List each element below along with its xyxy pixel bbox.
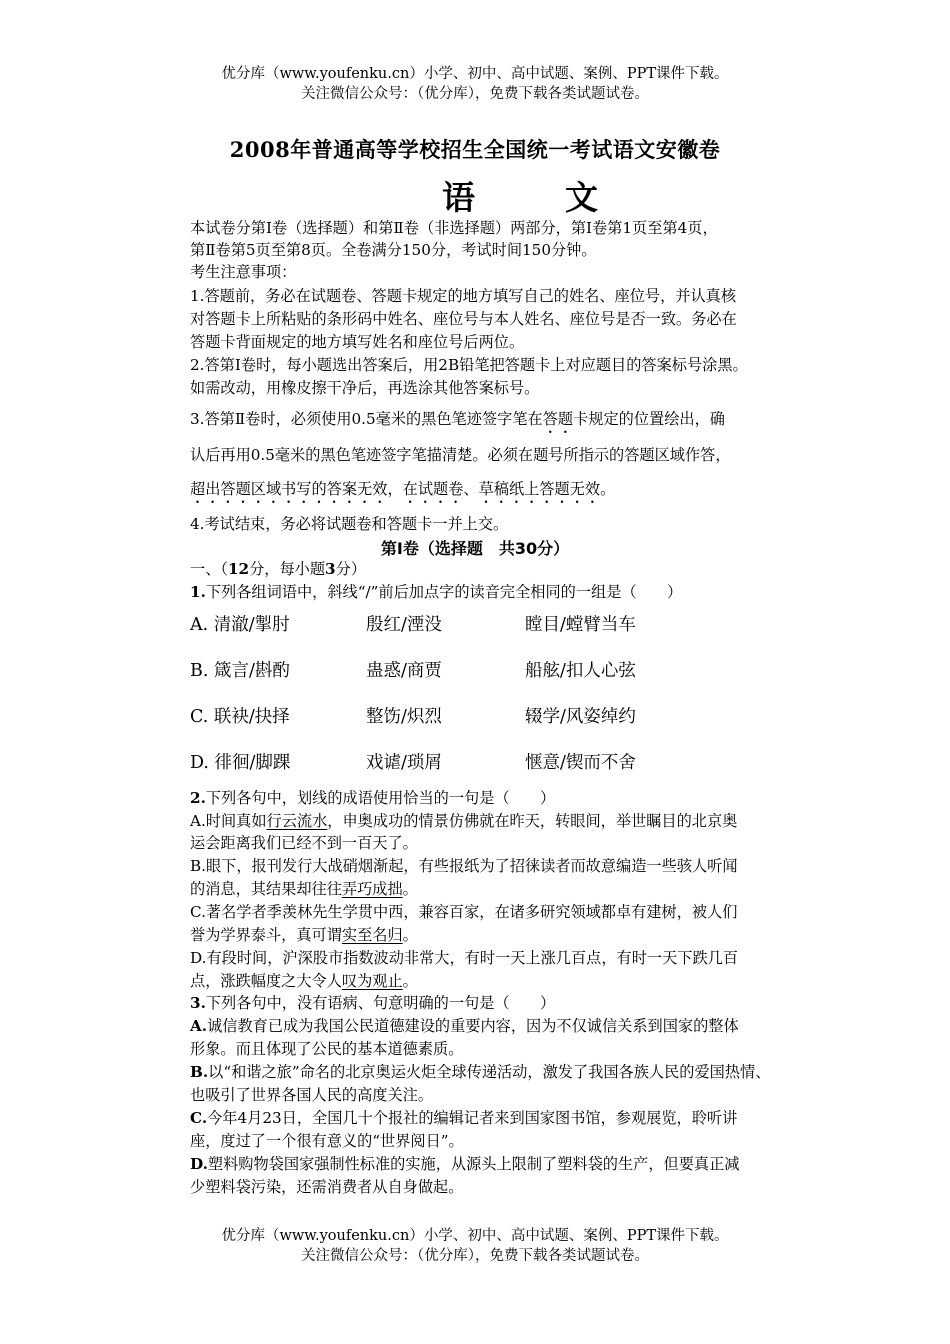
q2-b-text-post: 。 bbox=[402, 880, 418, 898]
note-3-text-post: 卡规定的位置绘出，确 bbox=[573, 410, 725, 428]
q1-option-d-group-3: 惬意/锲而不舍 bbox=[525, 753, 636, 773]
note-4: 4.考试结束，务必将试题卷和答题卡一并上交。 bbox=[190, 515, 509, 533]
q2-c-text-pre: 誉为学界泰斗，真可谓 bbox=[190, 926, 342, 944]
note-3-dotted-text: 答题 bbox=[542, 410, 574, 428]
q3-option-d-line-2: 少塑料袋污染，还需消费者从自身做起。 bbox=[190, 1178, 464, 1196]
q3-option-a-label: A. bbox=[190, 1017, 208, 1035]
q2-c-text-post: 。 bbox=[402, 926, 418, 944]
part-1-suffix: 分） bbox=[335, 560, 366, 578]
subject-heading: 语文 bbox=[442, 178, 688, 217]
q2-stem bbox=[190, 787, 555, 809]
q2-option-c-line-1: C.著名学者季羡林先生学贯中西，兼容百家，在诸多研究领域都卓有建树，被人们 bbox=[190, 903, 738, 921]
q3-option-c-label: C. bbox=[190, 1109, 208, 1127]
intro-line-3: 考生注意事项： bbox=[190, 263, 297, 281]
note-3-line-1 bbox=[190, 408, 725, 437]
q3-option-a-line-1 bbox=[190, 1015, 739, 1037]
q3-number: 3. bbox=[190, 994, 206, 1012]
q1-option-c-group-2: 整饬/炽烈 bbox=[366, 707, 442, 727]
q1-option-d-group-2: 戏谑/琐屑 bbox=[366, 753, 442, 773]
q2-a-underlined-idiom: 行云流水 bbox=[266, 812, 328, 830]
q3-option-b-text: 以“和谐之旅”命名的北京奥运火炬全球传递活动，激发了我国各族人民的爱国热情、 bbox=[208, 1063, 771, 1081]
note-1-line-2: 对答题卡上所粘贴的条形码中姓名、座位号与本人姓名、座位号是否一致。务必在 bbox=[190, 310, 737, 328]
q1-option-b-group-2: 蛊惑/商贾 bbox=[366, 661, 442, 681]
part-1-heading bbox=[190, 558, 366, 580]
q3-option-b-line-2: 也吸引了世界各国人民的高度关注。 bbox=[190, 1086, 433, 1104]
q2-option-d-line-2 bbox=[190, 970, 418, 992]
header-ad-line-2: 关注微信公众号：（优分库），免费下载各类试题试卷。 bbox=[301, 86, 649, 102]
q3-option-d-text: 塑料购物袋国家强制性标准的实施，从源头上限制了塑料袋的生产，但要真正减 bbox=[207, 1155, 740, 1173]
exam-title: 2008年普通高等学校招生全国统一考试语文安徽卷 bbox=[229, 137, 721, 162]
q1-stem-text: 下列各组词语中，斜线“/”前后加点字的读音完全相同的一组是（ ） bbox=[205, 583, 683, 601]
part-1-mid: 分，每小题 bbox=[249, 560, 326, 578]
q2-option-a-line-2: 运会距离我们已经不到一百天了。 bbox=[190, 834, 418, 852]
q1-option-c-group-3: 辍学/风姿绰约 bbox=[525, 707, 636, 727]
q1-option-c-group-1: C. 联袂/抉择 bbox=[190, 707, 290, 727]
q2-option-b-line-1: B.眼下，报刊发行大战硝烟渐起，有些报纸为了招徕读者而故意编造一些骇人听闻 bbox=[190, 857, 738, 875]
q3-option-d-label: D. bbox=[190, 1155, 208, 1173]
note-2-line-1: 2.答第Ⅰ卷时，每小题选出答案后，用2B铅笔把答题卡上对应题目的答案标号涂黑。 bbox=[190, 356, 748, 374]
footer-ad-line-1: 优分库（www.youfenku.cn）小学、初中、高中试题、案例、PPT课件下载。 bbox=[221, 1228, 729, 1244]
q1-stem bbox=[190, 581, 682, 603]
q1-option-d-group-1: D. 徘徊/脚踝 bbox=[190, 753, 291, 773]
q3-option-c-text: 今年4月23日，全国几十个报社的编辑记者来到国家图书馆，参观展览，聆听讲 bbox=[207, 1109, 738, 1127]
q1-option-b-group-3: 船舷/扣人心弦 bbox=[525, 661, 636, 681]
q2-option-b-line-2 bbox=[190, 878, 418, 900]
q2-option-a-line-1 bbox=[190, 810, 737, 832]
q3-option-b-label: B. bbox=[190, 1063, 209, 1081]
note-3-text-pre: 3.答第Ⅱ卷时，必须使用0.5毫米的黑色笔迹签字笔在 bbox=[190, 410, 543, 428]
q2-stem-text: 下列各句中，划线的成语使用恰当的一句是（ ） bbox=[205, 789, 556, 807]
q1-option-a-group-3: 瞠目/螳臂当车 bbox=[525, 615, 636, 635]
q2-b-underlined-idiom: 弄巧成拙 bbox=[341, 880, 403, 898]
q3-stem-text: 下列各句中，没有语病、句意明确的一句是（ ） bbox=[205, 994, 556, 1012]
note-2-line-2: 如需改动，用橡皮擦干净后，再选涂其他答案标号。 bbox=[190, 379, 540, 397]
footer-ad-line-2: 关注微信公众号：（优分库），免费下载各类试题试卷。 bbox=[301, 1248, 649, 1264]
q1-option-b-group-1: B. 箴言/斟酌 bbox=[190, 661, 290, 681]
part-1-prefix: 一、（ bbox=[190, 560, 228, 578]
q3-option-b-line-1 bbox=[190, 1061, 770, 1083]
part-1-score: 12 bbox=[227, 560, 250, 578]
note-3-line-2: 认后再用0.5毫米的黑色笔迹签字笔描清楚。必须在题号所指示的答题区域作答， bbox=[190, 446, 731, 464]
q2-a-text-pre: A.时间真如 bbox=[190, 812, 267, 830]
note-3-line-3: 超出答题区域书写的答案无效，在试题卷、草稿纸上答题无效。 bbox=[190, 480, 616, 498]
q2-d-text-post: 。 bbox=[402, 972, 418, 990]
q2-a-text-post: ，申奥成功的情景仿佛就在昨天，转眼间，举世瞩目的北京奥 bbox=[327, 812, 738, 830]
q3-option-a-line-2: 形象。而且体现了公民的基本道德素质。 bbox=[190, 1040, 464, 1058]
q1-number: 1. bbox=[190, 583, 206, 601]
note-1-line-3: 答题卡背面规定的地方填写姓名和座位号后两位。 bbox=[190, 333, 525, 351]
q3-option-c-line-2: 座，度过了一个很有意义的“世界阅日”。 bbox=[190, 1132, 464, 1150]
q2-b-text-pre: 的消息，其结果却往往 bbox=[190, 880, 342, 898]
q2-option-c-line-2 bbox=[190, 924, 418, 946]
q3-option-a-text: 诚信教育已成为我国公民道德建设的重要内容，因为不仅诚信关系到国家的整体 bbox=[207, 1017, 739, 1035]
section-heading: 第Ⅰ卷（选择题 共30分） bbox=[380, 539, 570, 558]
part-1-each-score: 3 bbox=[325, 560, 336, 578]
note-1-line-1: 1.答题前，务必在试题卷、答题卡规定的地方填写自己的姓名、座位号，并认真核 bbox=[190, 287, 737, 305]
q2-d-text-pre: 点，涨跌幅度之大令人 bbox=[190, 972, 342, 990]
q2-option-d-line-1: D.有段时间，沪深股市指数波动非常大，有时一天上涨几百点，有时一天下跌几百 bbox=[190, 949, 739, 967]
q1-option-a-group-2: 殷红/湮没 bbox=[366, 615, 442, 635]
q1-option-a-group-1: A. 清澈/掣肘 bbox=[190, 615, 290, 635]
q3-stem bbox=[190, 992, 555, 1014]
intro-line-1: 本试卷分第Ⅰ卷（选择题）和第Ⅱ卷（非选择题）两部分，第Ⅰ卷第1页至第4页， bbox=[190, 219, 718, 237]
q3-option-c-line-1 bbox=[190, 1107, 737, 1129]
q3-option-d-line-1 bbox=[190, 1153, 739, 1175]
q2-d-underlined-idiom: 叹为观止 bbox=[341, 972, 403, 990]
intro-line-2: 第Ⅱ卷第5页至第8页。全卷满分150分，考试时间150分钟。 bbox=[190, 241, 597, 259]
q2-number: 2. bbox=[190, 789, 206, 807]
header-ad-line-1: 优分库（www.youfenku.cn）小学、初中、高中试题、案例、PPT课件下载。 bbox=[221, 66, 729, 82]
q2-c-underlined-idiom: 实至名归 bbox=[341, 926, 403, 944]
